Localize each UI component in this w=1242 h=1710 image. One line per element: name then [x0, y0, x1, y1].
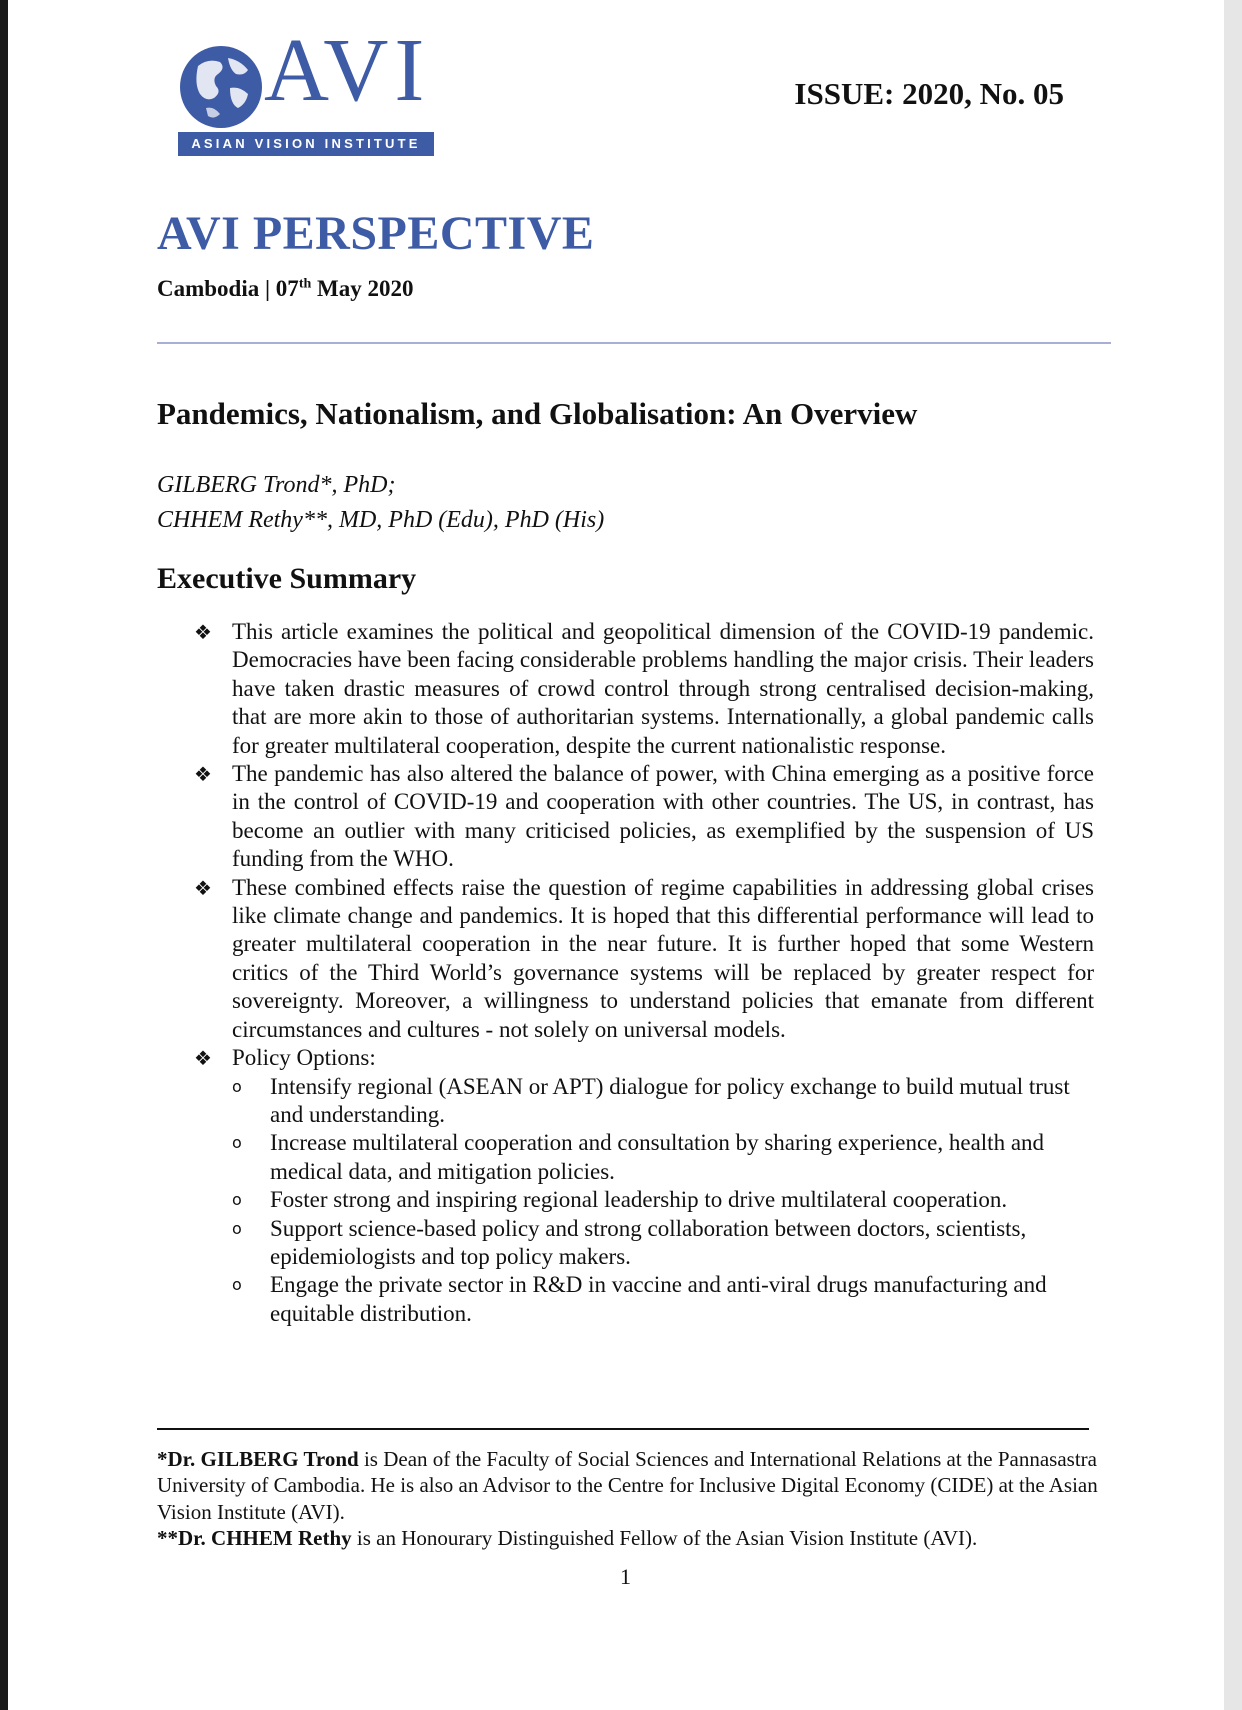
policy-option-text: Increase multilateral cooperation and consultation by sharing experience, health and medical data, and mitigation policies. [270, 1130, 1045, 1184]
article-title: Pandemics, Nationalism, and Globalisation: An Overview [157, 396, 918, 431]
policy-option [232, 1073, 1094, 1130]
summary-bullet-text: This article examines the political and geopolitical dimension of the COVID-19 pandemic. Democracies have been facing considerable problems handling the major crisis. Their leaders have taken drastic measures of crowd control through strong centralised decision-making, that are more akin to those of authoritarian systems. Internationally, a global pandemic calls for greater multilateral cooperation, despite the current nationalistic response. [232, 619, 1094, 758]
summary-bullet [194, 874, 1094, 1044]
footnotes [157, 1446, 1103, 1552]
circle-bullet-icon: o [232, 1218, 242, 1238]
policy-option [232, 1215, 1094, 1272]
footnote-text: is an Honourary Distinguished Fellow of the Asian Vision Institute (AVI). [351, 1526, 978, 1551]
summary-bullet-text: These combined effects raise the question of regime capabilities in addressing global crises like climate change and pandemics. It is hoped that this differential performance will lead to greater multilateral cooperation in the near future. It is further hoped that some Western critics of the Third World’s governance systems will be replaced by greater respect for sovereignty. Moreover, a willingness to understand policies that emanate from different circumstances and cultures - not solely on universal models. [232, 874, 1094, 1042]
summary-bullet [194, 1044, 1094, 1328]
series-title: AVI PERSPECTIVE [157, 207, 595, 260]
policy-option-text: Support science-based policy and strong collaboration between doctors, scientists, epidemiologists and top policy makers. [270, 1215, 1027, 1269]
policy-option [232, 1271, 1094, 1328]
dateline [157, 276, 413, 302]
circle-bullet-icon: o [232, 1076, 242, 1096]
footnote-author: **Dr. CHHEM Rethy [157, 1526, 352, 1551]
logo-wordmark: AVI [264, 21, 431, 120]
footnote-divider [157, 1428, 1089, 1430]
viewer-right-edge [1224, 0, 1242, 1710]
policy-options-list [232, 1073, 1094, 1329]
footnote-text: is Dean of the Faculty of Social Sciences and International Relations at the Pannasastra University of Cambodia. He is also an Advisor to the Centre for Inclusive Digital Economy (CIDE) at the Asian Vision Institute (AVI). [157, 1447, 1098, 1524]
policy-option [232, 1129, 1094, 1186]
circle-bullet-icon: o [232, 1133, 242, 1153]
page-number: 1 [620, 1564, 631, 1589]
policy-option-text: Engage the private sector in R&D in vaccine and anti-viral drugs manufacturing and equitable distribution. [270, 1272, 1047, 1326]
policy-option-text: Intensify regional (ASEAN or APT) dialogue for policy exchange to build mutual trust and understanding. [270, 1073, 1070, 1127]
summary-bullet [194, 760, 1094, 874]
author-line: GILBERG Trond*, PhD; [157, 472, 396, 498]
author-list [157, 468, 604, 538]
policy-option [232, 1186, 1094, 1214]
globe-icon [178, 44, 264, 130]
summary-bullet [194, 618, 1094, 760]
circle-bullet-icon: o [232, 1190, 242, 1210]
dateline-month-year: May 2020 [311, 276, 414, 301]
policy-option-text: Foster strong and inspiring regional leadership to drive multilateral cooperation. [270, 1187, 1008, 1213]
dateline-place-day: Cambodia | 07 [157, 276, 299, 301]
document-page [8, 0, 1224, 1710]
dateline-suffix: th [298, 276, 312, 292]
avi-logo [172, 21, 444, 158]
summary-bullet-list [194, 618, 1094, 1328]
diamond-bullet-icon: ❖ [194, 620, 212, 644]
summary-bullet-text: The pandemic has also altered the balance of power, with China emerging as a positive force in the control of COVID-19 and cooperation with other countries. The US, in contrast, has become an outlier with many criticised policies, as exemplified by the suspension of US funding from the WHO. [232, 761, 1094, 872]
footnote-author: *Dr. GILBERG Trond [157, 1447, 359, 1471]
diamond-bullet-icon: ❖ [194, 1046, 212, 1071]
diamond-bullet-icon: ❖ [194, 875, 212, 900]
logo-subtitle: ASIAN VISION INSTITUTE [178, 132, 434, 156]
circle-bullet-icon: o [232, 1275, 242, 1295]
issue-number: ISSUE: 2020, No. 05 [794, 76, 1064, 111]
author-line: CHHEM Rethy**, MD, PhD (Edu), PhD (His) [157, 507, 605, 533]
footnote [157, 1525, 1103, 1551]
diamond-bullet-icon: ❖ [194, 762, 212, 787]
footnote [157, 1446, 1103, 1525]
viewer-left-edge [0, 0, 8, 1710]
header-divider [157, 342, 1111, 344]
policy-options-label: Policy Options: [232, 1045, 376, 1071]
executive-summary-heading: Executive Summary [157, 562, 417, 595]
